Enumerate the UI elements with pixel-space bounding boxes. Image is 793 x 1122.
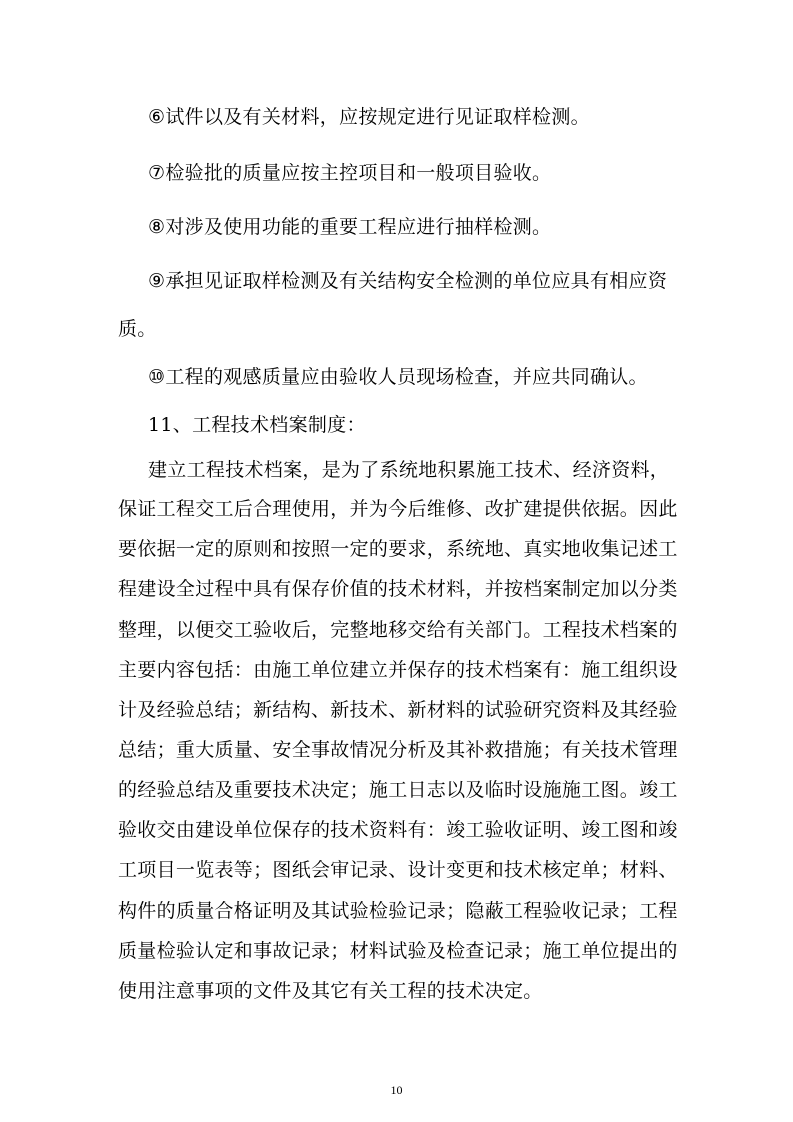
paragraph-line: 程建设全过程中具有保存价值的技术材料，并按档案制定加以分类 bbox=[118, 578, 678, 600]
paragraph-line: 验收交由建设单位保存的技术资料有：竣工验收证明、竣工图和竣 bbox=[118, 819, 678, 841]
paragraph-line: 构件的质量合格证明及其试验检验记录；隐蔽工程验收记录；工程 bbox=[118, 900, 678, 922]
item-text: 对涉及使用功能的重要工程应进行抽样检测。 bbox=[165, 216, 552, 238]
list-item-6 bbox=[148, 106, 590, 128]
paragraph-line: 总结；重大质量、安全事故情况分析及其补救措施；有关技术管理 bbox=[118, 739, 678, 761]
paragraph-line: 使用注意事项的文件及其它有关工程的技术决定。 bbox=[118, 980, 543, 1002]
item-marker: ⑩ bbox=[148, 366, 166, 388]
paragraph-line: 主要内容包括：由施工单位建立并保存的技术档案有：施工组织设 bbox=[118, 659, 678, 681]
paragraph-line: 计及经验总结；新结构、新技术、新材料的试验研究资料及其经验 bbox=[118, 699, 678, 721]
item-text: 检验批的质量应按主控项目和一般项目验收。 bbox=[165, 162, 552, 184]
paragraph-line: 要依据一定的原则和按照一定的要求，系统地、真实地收集记述工 bbox=[118, 538, 678, 560]
paragraph-line: 质量检验认定和事故记录；材料试验及检查记录；施工单位提出的 bbox=[118, 940, 678, 962]
list-item-10 bbox=[148, 366, 648, 388]
page-number: 10 bbox=[390, 1083, 403, 1097]
section-heading: 11、工程技术档案制度： bbox=[148, 414, 366, 436]
list-item-7 bbox=[148, 162, 551, 184]
item-text: 工程的观感质量应由验收人员现场检查，并应共同确认。 bbox=[165, 366, 648, 388]
paragraph-line: 工项目一览表等；图纸会审记录、设计变更和技术核定单；材料、 bbox=[118, 859, 678, 881]
item-text: 承担见证取样检测及有关结构安全检测的单位应具有相应资 bbox=[165, 270, 668, 292]
item-text: 试件以及有关材料，应按规定进行见证取样检测。 bbox=[165, 106, 590, 128]
list-item-8 bbox=[148, 216, 551, 238]
item-marker: ⑨ bbox=[148, 270, 166, 292]
paragraph-line: 的经验总结及重要技术决定；施工日志以及临时设施施工图。竣工 bbox=[118, 779, 678, 801]
item-marker: ⑧ bbox=[148, 216, 166, 238]
paragraph-line: 整理，以便交工验收后，完整地移交给有关部门。工程技术档案的 bbox=[118, 619, 678, 641]
paragraph-line: 保证工程交工后合理使用，并为今后维修、改扩建提供依据。因此 bbox=[118, 498, 678, 520]
list-item-9-continuation: 质。 bbox=[118, 318, 157, 340]
item-marker: ⑦ bbox=[148, 162, 166, 184]
list-item-9 bbox=[148, 270, 667, 292]
paragraph-line: 建立工程技术档案，是为了系统地积累施工技术、经济资料， bbox=[148, 459, 670, 481]
item-marker: ⑥ bbox=[148, 106, 166, 128]
